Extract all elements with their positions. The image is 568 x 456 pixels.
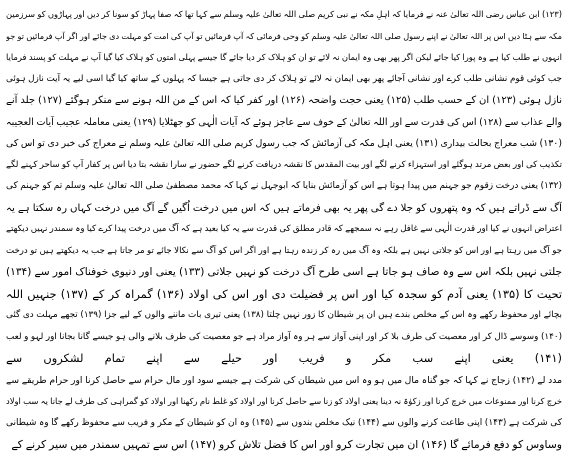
text-line: والے عذاب سے (۱۲۸) اس کی قدرت سے اور اللہ تعالیٰ کے خوف سے عاجز ہوئے کہ آیات الٰہی کو جھٹلایا (۱۲۹) یعنی معاملہ عجیب آیات العجیبہ <box>6 116 562 128</box>
text-line: اعتراض انہوں نے کیا اور قدرت الٰہی سے غافل رہے نہ سمجھے کہ قادر مطلق کی قدرت سے یہ کیا بعید ہے کہ آگ میں درخت پیدا کرے کیا وہ سمندر نہیں دیکھتے <box>6 224 562 234</box>
text-line: نازل ہوئی (۱۲۳) ان کے حسب طلب (۱۲۵) یعنی حجت واضحہ (۱۲۶) اور کفر کیا کہ اس کے من اللہ ہونے سے منکر ہوگئے (۱۲۷) جلد آنے <box>6 95 562 106</box>
text-line: جلتی نہیں بلکہ اس سے وہ صاف ہو جاتا ہے اسی طرح آگ درخت کو نہیں جلاتی (۱۳۳) یعنی اور دنیوی خوفناک امور سے (۱۳۴) <box>6 266 562 278</box>
text-line: خرچ کرنا اور ممنوعات میں خرچ کرنا اور زکوٰۃ نہ دینا یعنی اولاد کو زنا سے حاصل کرنا اور اولاد کو غلط نام رکھنا اور اولاد کو گمراہی کی طرف لے جانا یہ سب اولاد <box>6 396 562 406</box>
commentary-text-block <box>6 4 562 456</box>
text-line: (۱۲۳) ابن عباس رضی اللہ تعالیٰ عنہ نے فرمایا کہ اہلِ مکہ نے نبی کریم صلی اللہ تعالیٰ علیہ وسلم سے کہا تھا کہ صفا پہاڑ کو سونا کر دیں اور پہاڑوں کو سرزمین <box>6 9 562 19</box>
text-line: (۱۴۰) وسوسے ڈال کر اور معصیت کی طرف بلا کر اور اپنی آواز سے ہر وہ آواز مراد ہے جو معصیت کی طرف بلانے والی ہو جیسے گانا بجانا اور لہو و لعب <box>6 331 562 342</box>
text-line: آگ سے ڈراتے ہیں کہ وہ پتھروں کو جلا دے گی پھر یہ بھی فرماتے ہیں کہ اس میں درخت اُگیں گے آگ میں درخت کہاں رہ سکتا ہے یہ <box>6 202 562 214</box>
text-line: (۱۳۰) شب معراج بحالت بیداری (۱۳۱) یعنی اہل مکہ کی آزمائش کہ جب رسول کریم صلی اللہ تعالیٰ علیہ وسلم نے معراج کی خبر دی تو اس کی <box>6 138 562 149</box>
text-line: جو آگ میں رہتا ہے اور اس کو جلاتی نہیں ہے بلکہ وہ آگ میں رہ کر زندہ رہتا ہے اور اگر اس کو آگ سے نکالا جائے تو مر جاتا ہے جب یہ دیکھتے ہیں تو درخت <box>6 245 562 256</box>
text-line: (۱۳۲) یعنی درخت زقوم جو جہنم میں پیدا ہوتا ہے اس کو آزمائش بنایا کہ ابوجہل نے کہا کہ محمد مصطفیٰ صلی اللہ تعالیٰ علیہ وسلم تم کو جہنم کی <box>6 181 562 191</box>
text-line: تحیت کا (۱۳۵) یعنی آدم کو سجدہ کیا اور اس پر فضیلت دی اور اس کی اولاد (۱۳۶) گمراہ کر کے (۱۳۷) جنہیں اللہ <box>6 286 562 301</box>
text-line: مدد لے (۱۴۲) زجاج نے کہا کہ جو گناہ مال میں ہو وہ اس میں شیطان کی شرکت ہے جیسے سود اور مال حرام سے حاصل کرنا اور حرام طریقے سے <box>6 374 562 386</box>
text-line: تکذیب کی اور بعض مرتد ہوگئے اور استہزاء کرنے لگے اور بیت المقدس کا نقشہ دریافت کرنے لگے حضور نے سارا نقشہ بتا دیا اس پر کفار آپ کو ساحر کہنے لگے <box>6 159 562 170</box>
text-line: مکہ سے ہٹا دیں اس پر اللہ تعالیٰ نے اپنے رسول صلی اللہ تعالیٰ علیہ وسلم کو وحی فرمائی کہ آپ فرمائیں تو آپ کی امت کو مہلت دی جائے اور اگر آپ فرمائیں تو جو <box>6 30 562 41</box>
text-line: وساوس کو دفع فرمائے گا (۱۴۶) ان میں تجارت کرو اور اس کا فضل تلاش کرو (۱۴۷) اس سے تمہیں سمندر میں سیر کرنے کے <box>11 438 562 451</box>
text-line: کی شرکت ہے (۱۴۳) اپنی طاعت کرنے والوں سے (۱۴۴) نیک مخلص بندوں سے (۱۴۵) وہ ان کو شیطان کے مکر و فریب سے محفوظ رکھے گا وہ شیطانی <box>6 417 562 428</box>
text-line: (۱۴۱) یعنی اپنے سب مکر و فریب اور حیلے سے اپنے تمام لشکروں سے <box>6 351 562 365</box>
text-line: جب کوئی قوم نشانی طلب کرے اور نشانی آجائے پھر بھی ایمان نہ لائے تو ہلاک کر دی جاتی ہے جیسا کہ پہلوں کے ساتھ کیا گیا اسی لیے یہ آیت نازل ہوئی <box>6 73 562 84</box>
text-line: انہوں نے طلب کیا ہے وہ پورا کیا جائے لیکن اگر پھر بھی وہ ایمان نہ لائے تو ان کو ہلاک کر دیا جائے گا جیسے پہلی امتوں کو ہلاک کیا گیا آپ نے مہلت کو پسند فرمایا <box>6 52 562 62</box>
text-line: بچائے اور محفوظ رکھے وہ اس کے مخلص بندے ہیں ان پر شیطان کا زور نہیں چلتا (۱۳۸) یعنی تیری بات ماننے والوں کے لیے جزا (۱۳۹) تجھے مہلت دی گئی <box>6 310 562 320</box>
